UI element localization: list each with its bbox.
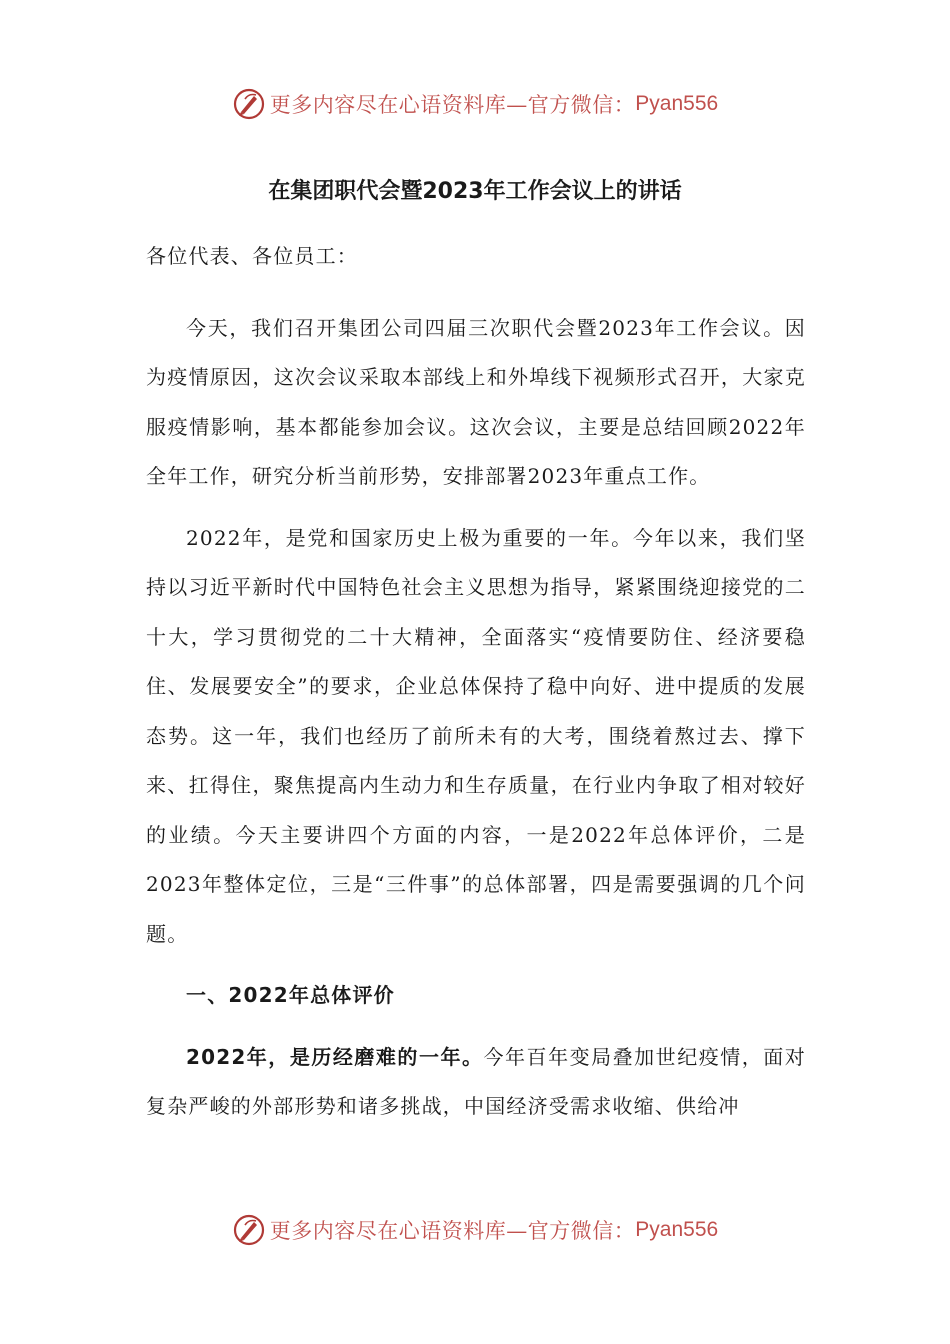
section-paragraph (146, 1033, 806, 1132)
paragraph-2: 2022年，是党和国家历史上极为重要的一年。今年以来，我们坚持以习近平新时代中国特色社会主义思想为指导，紧紧围绕迎接党的二十大，学习贯彻党的二十大精神，全面落实“疫情要防住、经济要稳住、发展要安全”的要求，企业总体保持了稳中向好、进中提质的发展态势。这一年，我们也经历了前所未有的大考，围绕着熬过去、撑下来、扛得住，聚焦提高内生动力和生存质量，在行业内争取了相对较好的业绩。今天主要讲四个方面的内容，一是2022年总体评价，二是2023年整体定位，三是“三件事”的总体部署，四是需要强调的几个问题。 (146, 525, 806, 946)
section-text: 今年百年变局叠加世纪疫情，面对复杂严峻的外部形势和诸多挑战，中国经济受需求收缩、供给冲 (146, 1044, 806, 1118)
pen-logo-icon (232, 87, 266, 121)
footer-banner (0, 1208, 950, 1252)
banner-wechat-id: Pyan556 (635, 92, 719, 115)
section-heading: 一、2022年总体评价 (186, 983, 395, 1007)
banner-text: 更多内容尽在心语资料库—官方微信： (269, 1219, 636, 1243)
pen-logo-icon (232, 1213, 266, 1247)
header-banner (0, 82, 950, 126)
section-lead: 2022年，是历经磨难的一年。 (186, 1044, 484, 1069)
banner-text: 更多内容尽在心语资料库—官方微信： (269, 93, 636, 117)
document-body (146, 232, 806, 1132)
banner-wechat-id: Pyan556 (635, 1218, 719, 1241)
salutation: 各位代表、各位员工： (146, 244, 358, 268)
paragraph-1: 今天，我们召开集团公司四届三次职代会暨2023年工作会议。因为疫情原因，这次会议采取本部线上和外埠线下视频形式召开，大家克服疫情影响，基本都能参加会议。这次会议，主要是总结回顾2022年全年工作，研究分析当前形势，安排部署2023年重点工作。 (146, 315, 806, 488)
document-title: 在集团职代会暨2023年工作会议上的讲话 (268, 179, 682, 204)
